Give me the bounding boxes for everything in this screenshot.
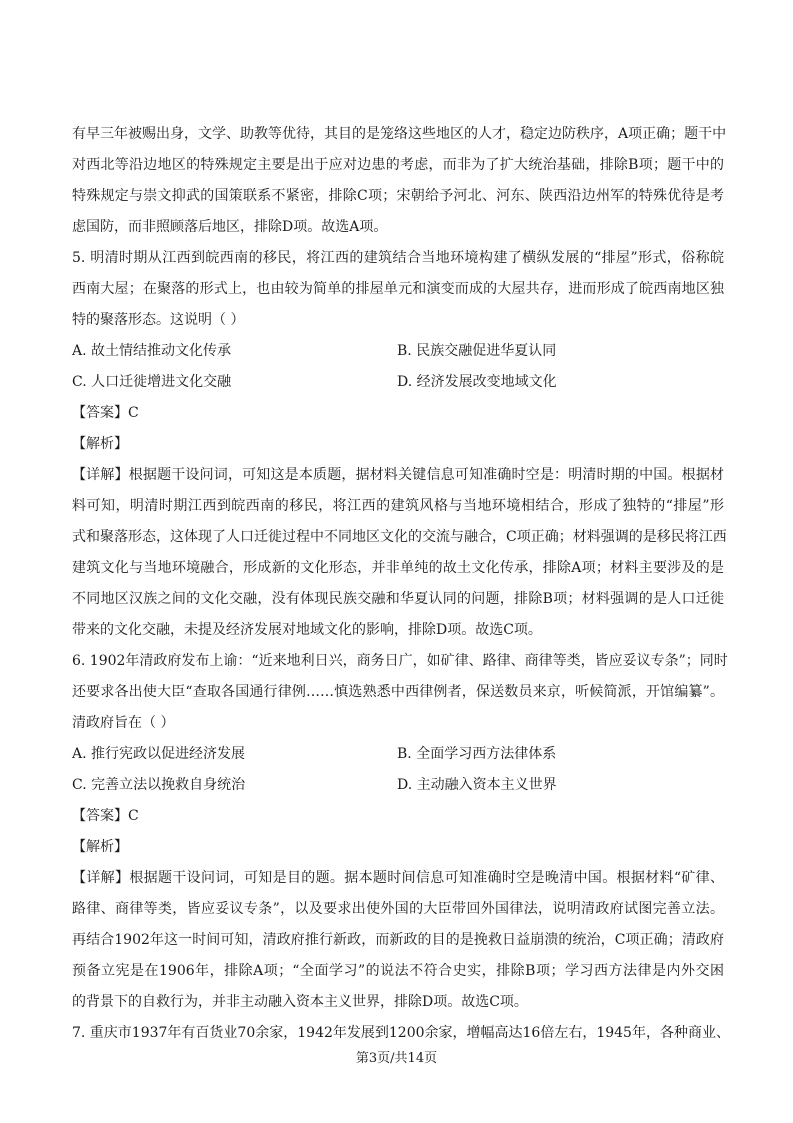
question-5-stem-line: 特的聚落形态。这说明（ ） xyxy=(72,312,245,328)
question-5-detail-line: 料可知，明清时期江西到皖西南的移民，将江西的建筑风格与当地环境相结合，形成了独特的“排屋”形 xyxy=(72,498,724,514)
question-6-option-c: C. 完善立法以挽救自身统治 xyxy=(72,777,246,793)
question-6-detail-line: 的背景下的自救行为，并非主动融入资本主义世界，排除D项。故选C项。 xyxy=(72,994,528,1010)
question-6-stem-line: 清政府旨在（ ） xyxy=(72,715,175,731)
question-6-option-b: B. 全面学习西方法律体系 xyxy=(397,746,557,762)
paragraph-line: 特殊规定与崇文抑武的国策联系不紧密，排除C项；宋朝给予河北、河东、陕西沿边州军的特殊优待是考 xyxy=(72,188,724,204)
question-6-detail-line: 再结合1902年这一时间可知，清政府推行新政，而新政的目的是挽救日益崩溃的统治，C项正确；清政府 xyxy=(72,932,724,948)
question-6-stem-line: 6. 1902年清政府发布上谕：“近来地利日兴，商务日广，如矿律、路律、商律等类，皆应妥议专条”；同时 xyxy=(72,653,728,669)
page-number-footer: 第3页/共14页 xyxy=(355,1051,438,1066)
question-5-option-a: A. 故土情结推动文化传承 xyxy=(72,343,232,359)
question-6-option-a: A. 推行宪政以促进经济发展 xyxy=(72,746,246,762)
question-6-detail-line: 预备立宪是在1906年，排除A项；“全面学习”的说法不符合史实，排除B项；学习西方法律是内外交困 xyxy=(72,963,724,979)
question-6-detail-line: 【详解】根据题干设问词，可知是目的题。据本题时间信息可知准确时空是晚清中国。根据材料“矿律、 xyxy=(72,870,724,886)
question-5-detail-line: 建筑文化与当地环境融合，形成新的文化形态，并非单纯的故土文化传承，排除A项；材料主要涉及的是 xyxy=(72,560,724,576)
question-5-option-d: D. 经济发展改变地域文化 xyxy=(397,374,557,390)
question-7-stem-line: 7. 重庆市1937年有百货业70余家，1942年发展到1200余家，增幅高达16倍左右，1945年，各种商业、 xyxy=(72,1025,730,1041)
question-5-option-c: C. 人口迁徙增进文化交融 xyxy=(72,374,232,390)
question-6-analysis-heading: 【解析】 xyxy=(72,839,128,855)
paragraph-line: 有早三年被赐出身，文学、助教等优待，其目的是笼络这些地区的人才，稳定边防秩序，A项正确；题干中 xyxy=(72,126,727,142)
question-5-answer: 【答案】C xyxy=(72,405,139,421)
question-5-detail-line: 【详解】根据题干设问词，可知这是本质题，据材料关键信息可知准确时空是：明清时期的中国。根据材 xyxy=(72,467,724,483)
question-5-detail-line: 式和聚落形态，这体现了人口迁徙过程中不同地区文化的交流与融合，C项正确；材料强调的是移民将江西 xyxy=(72,529,727,545)
question-6-detail-line: 路律、商律等类，皆应妥议专条”，以及要求出使外国的大臣带回外国律法，说明清政府试图完善立法。 xyxy=(72,901,724,917)
question-6-stem-line: 还要求各出使大臣“查取各国通行律例……慎选熟悉中西律例者，保送数员来京，听候简派，开馆编纂”。 xyxy=(72,684,724,700)
question-5-stem-line: 5. 明清时期从江西到皖西南的移民，将江西的建筑结合当地环境构建了横纵发展的“排屋”形式，俗称皖 xyxy=(72,250,724,266)
question-6-answer: 【答案】C xyxy=(72,808,139,824)
question-6-option-d: D. 主动融入资本主义世界 xyxy=(397,777,557,793)
paragraph-line: 虑国防，而非照顾落后地区，排除D项。故选A项。 xyxy=(72,219,388,235)
question-5-analysis-heading: 【解析】 xyxy=(72,436,128,452)
question-5-option-b: B. 民族交融促进华夏认同 xyxy=(397,343,557,359)
paragraph-line: 对西北等沿边地区的特殊规定主要是出于应对边患的考虑，而非为了扩大统治基础，排除B项；题干中的 xyxy=(72,157,724,173)
question-5-detail-line: 带来的文化交融，未提及经济发展对地域文化的影响，排除D项。故选C项。 xyxy=(72,622,542,638)
question-5-stem-line: 西南大屋；在聚落的形式上，也由较为简单的排屋单元和演变而成的大屋共存，进而形成了皖西南地区独 xyxy=(72,281,724,297)
question-5-detail-line: 不同地区汉族之间的文化交融，没有体现民族交融和华夏认同的问题，排除B项；材料强调的是人口迁徙 xyxy=(72,591,724,607)
